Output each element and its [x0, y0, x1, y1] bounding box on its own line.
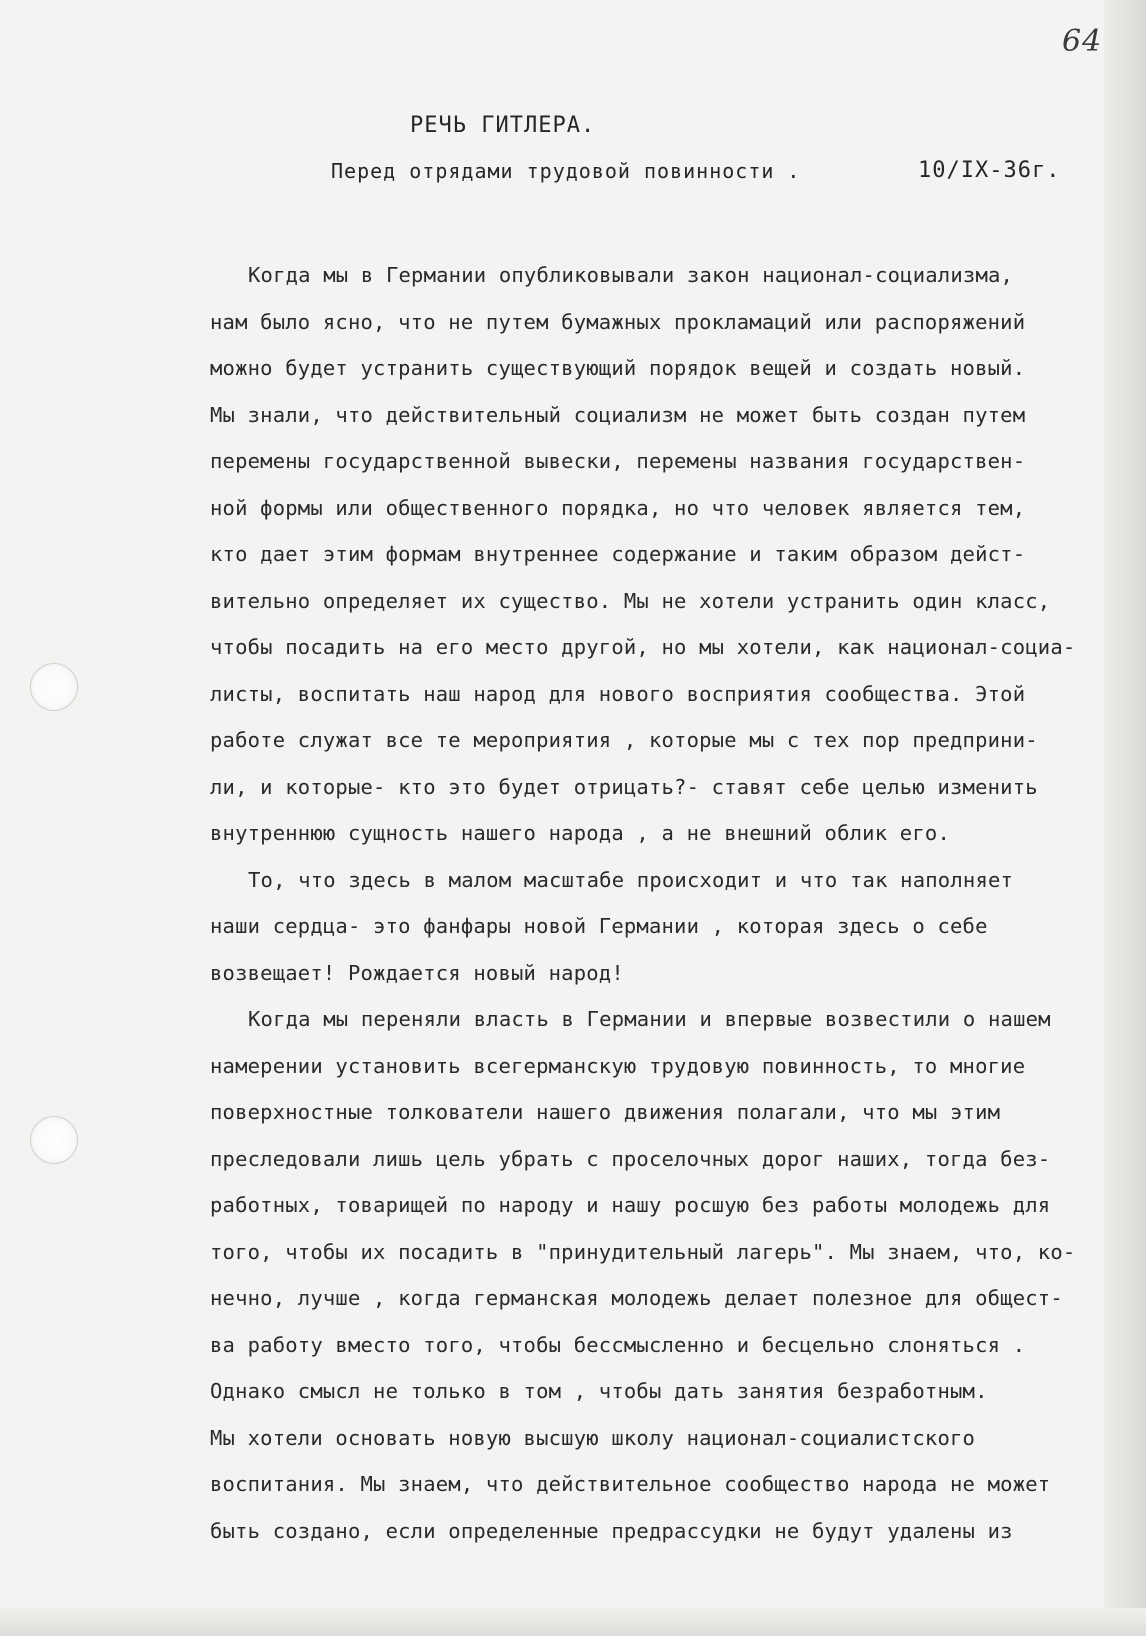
text-line: нам было ясно, что не путем бумажных прокламаций или распоряжений — [210, 309, 1026, 334]
text-line: То, что здесь в малом масштабе происходит и что так наполняет — [248, 867, 1014, 892]
text-line: Когда мы переняли власть в Германии и впервые возвестили о нашем — [248, 1007, 1051, 1031]
text-line: можно будет устранить существующий порядок вещей и создать новый. — [210, 356, 1026, 380]
text-line: Однако смысл не только в том , чтобы дать занятия безработным. — [210, 1379, 988, 1403]
text-line: возвещает! Рождается новый народ! — [210, 960, 624, 985]
document-date: 10/IX-36г. — [918, 158, 1061, 183]
text-line: ной формы или общественного порядка, но что человек является тем, — [210, 495, 1026, 520]
text-line: того, чтобы их посадить в "принудительный лагерь". Мы знаем, что, ко- — [210, 1239, 1076, 1264]
handwritten-page-number: 64 — [1062, 24, 1103, 59]
text-line: внутреннюю сущность нашего народа , а не внешний облик его. — [210, 821, 950, 845]
document-subtitle: Перед отрядами трудовой повинности . — [331, 159, 801, 183]
text-line: ва работу вместо того, чтобы бессмысленно и бесцельно слоняться . — [210, 1332, 1026, 1357]
text-line: нечно, лучше , когда германская молодежь делает полезное для общест- — [210, 1286, 1063, 1310]
text-line: перемены государственной вывески, перемены названия государствен- — [210, 449, 1026, 473]
text-line: ли, и которые- кто это будет отрицать?- ставят себе целью изменить — [210, 774, 1038, 799]
page-bottom-shadow — [0, 1608, 1146, 1636]
text-line: кто дает этим формам внутреннее содержание и таким образом дейст- — [210, 542, 1026, 566]
text-line: Мы хотели основать новую высшую школу национал-социалистского — [210, 1425, 976, 1450]
punch-hole — [30, 663, 78, 711]
text-line: работных, товарищей по народу и нашу росшую без работы молодежь для — [210, 1193, 1051, 1217]
punch-hole — [30, 1116, 78, 1164]
text-line: быть создано, если определенные предрассудки не будут удалены из — [210, 1518, 1013, 1543]
text-line: работе служат все те мероприятия , которые мы с тех пор предприни- — [210, 728, 1038, 752]
text-line: Мы знали, что действительный социализм не может быть создан путем — [210, 402, 1026, 427]
typewritten-body — [210, 252, 1120, 1554]
text-line: поверхностные толкователи нашего движения полагали, что мы этим — [210, 1100, 1001, 1124]
text-line: вительно определяет их существо. Мы не хотели устранить один класс, — [210, 588, 1051, 613]
document-title: РЕЧЬ ГИТЛЕРА. — [410, 113, 596, 138]
text-line: преследовали лишь цель убрать с проселочных дорог наших, тогда без- — [210, 1146, 1051, 1171]
text-line: листы, воспитать наш народ для нового восприятия сообщества. Этой — [210, 681, 1026, 706]
text-line: воспитания. Мы знаем, что действительное сообщество народа не может — [210, 1472, 1051, 1496]
text-line: Когда мы в Германии опубликовывали закон национал-социализма, — [248, 263, 1014, 287]
text-line: наши сердца- это фанфары новой Германии , которая здесь о себе — [210, 914, 988, 938]
text-line: чтобы посадить на его место другой, но мы хотели, как национал-социа- — [210, 635, 1076, 659]
text-line: намерении установить всегерманскую трудовую повинность, то многие — [210, 1053, 1026, 1078]
